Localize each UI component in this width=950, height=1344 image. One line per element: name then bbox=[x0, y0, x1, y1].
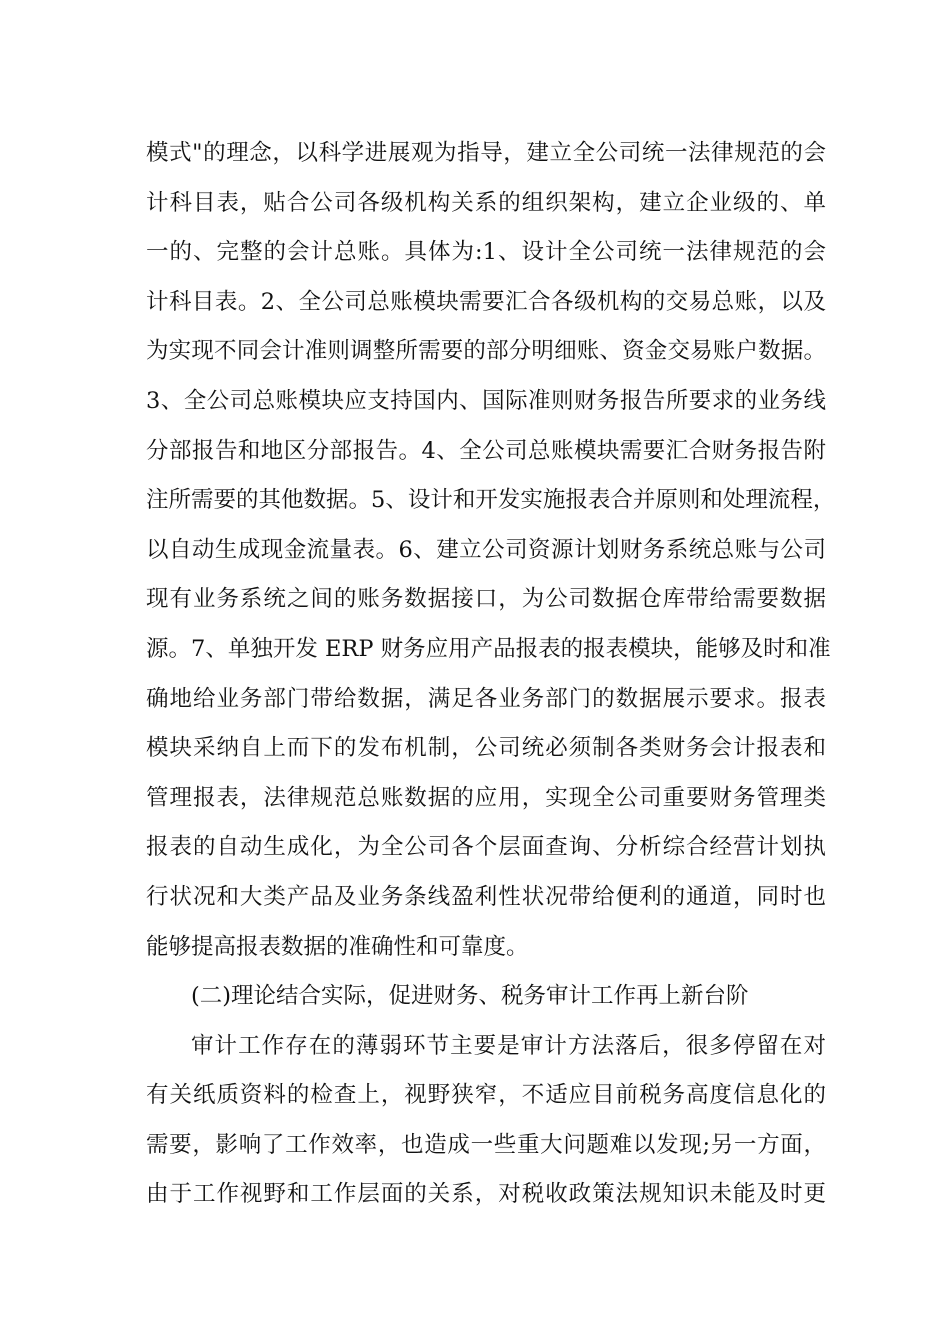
text-line: 计科目表，贴合公司各级机构关系的组织架构，建立企业级的、单 bbox=[146, 189, 826, 216]
text-line: 分部报告和地区分部报告。4、全公司总账模块需要汇合财务报告附 bbox=[146, 437, 826, 464]
text-line: 模式"的理念，以科学进展观为指导，建立全公司统一法律规范的会 bbox=[146, 140, 826, 166]
text-line: 3、全公司总账模块应支持国内、国际准则财务报告所要求的业务线 bbox=[146, 387, 826, 414]
text-line: 模块采纳自上而下的发布机制，公司统必须制各类财务会计报表和 bbox=[146, 735, 826, 762]
text-line: 行状况和大类产品及业务条线盈利性状况带给便利的通道，同时也 bbox=[146, 883, 826, 910]
section-heading: (二)理论结合实际，促进财务、税务审计工作再上新台阶 bbox=[191, 983, 749, 1010]
text-line: 需要，影响了工作效率，也造成一些重大问题难以发现;另一方面， bbox=[146, 1131, 826, 1158]
text-line: 由于工作视野和工作层面的关系，对税收政策法规知识未能及时更 bbox=[146, 1181, 826, 1208]
paragraph-first-line: 审计工作存在的薄弱环节主要是审计方法落后，很多停留在对 bbox=[191, 1032, 826, 1059]
text-line: 有关纸质资料的检查上，视野狭窄，不适应目前税务高度信息化的 bbox=[146, 1082, 826, 1109]
text-line: 计科目表。2、全公司总账模块需要汇合各级机构的交易总账，以及 bbox=[146, 288, 826, 315]
text-line: 源。7、单独开发 ERP 财务应用产品报表的报表模块，能够及时和准 bbox=[146, 635, 831, 662]
text-line: 报表的自动生成化，为全公司各个层面查询、分析综合经营计划执 bbox=[146, 834, 826, 861]
paragraph-last-line: 能够提高报表数据的准确性和可靠度。 bbox=[146, 933, 529, 960]
text-line: 注所需要的其他数据。5、设计和开发实施报表合并原则和处理流程， bbox=[146, 487, 836, 514]
document-body bbox=[146, 129, 836, 1220]
text-line: 为实现不同会计准则调整所需要的部分明细账、资金交易账户数据。 bbox=[146, 338, 826, 365]
text-line: 确地给业务部门带给数据，满足各业务部门的数据展示要求。报表 bbox=[146, 685, 826, 712]
text-line: 现有业务系统之间的账务数据接口，为公司数据仓库带给需要数据 bbox=[146, 586, 826, 613]
text-line: 管理报表，法律规范总账数据的应用，实现全公司重要财务管理类 bbox=[146, 784, 826, 811]
text-line: 一的、完整的会计总账。具体为:1、设计全公司统一法律规范的会 bbox=[146, 239, 826, 266]
text-line: 以自动生成现金流量表。6、建立公司资源计划财务系统总账与公司 bbox=[146, 536, 826, 563]
